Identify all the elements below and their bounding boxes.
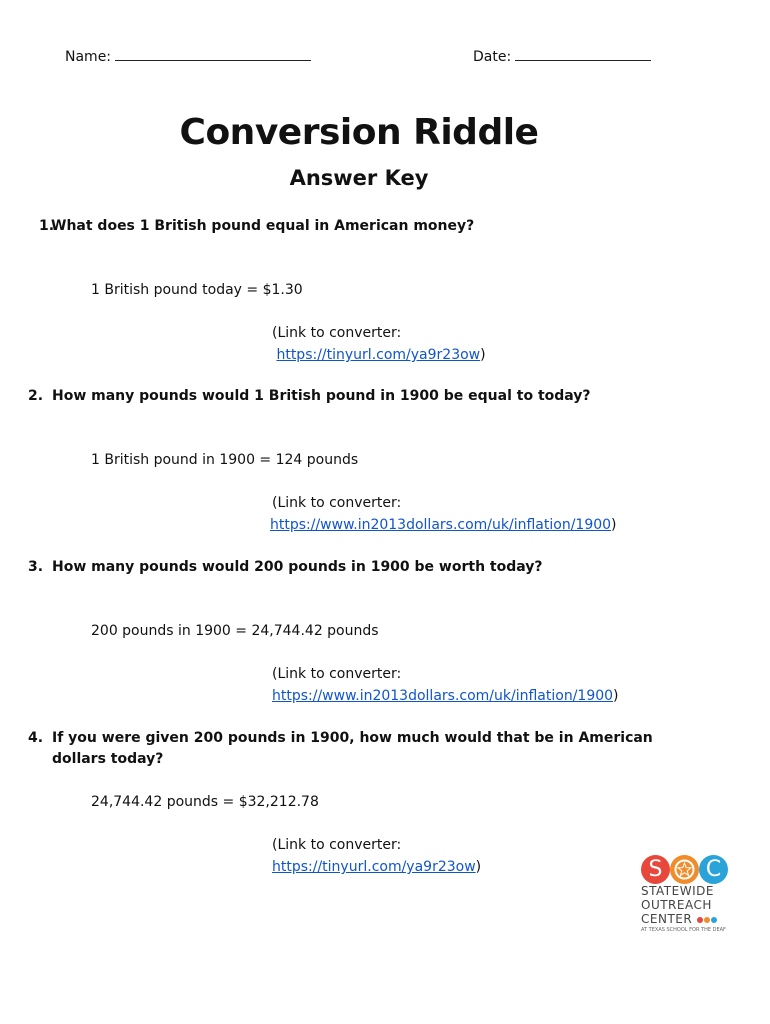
link-block-1 [272, 322, 486, 366]
logo-dot-red [697, 917, 703, 923]
link-suffix: ) [611, 517, 617, 533]
link-block-4 [272, 834, 481, 878]
logo-letter-s: S [641, 855, 670, 884]
question-number: 2. [28, 388, 44, 404]
question-text: How many pounds would 1 British pound in 1900 be equal to today? [52, 388, 591, 404]
logo-line-3: CENTER [641, 912, 693, 926]
link-prefix: (Link to converter: [272, 325, 402, 341]
converter-link-3[interactable]: https://www.in2013dollars.com/uk/inflation/1900 [272, 688, 614, 704]
question-text: What does 1 British pound equal in American money? [51, 218, 475, 234]
name-field[interactable] [65, 46, 311, 65]
answer-2: 1 British pound in 1900 = 124 pounds [91, 452, 359, 468]
logo-line-3-row [641, 912, 741, 926]
question-number: 3. [28, 559, 44, 575]
logo-dot-blue [711, 917, 717, 923]
link-block-2 [270, 492, 617, 536]
name-blank-line[interactable] [115, 46, 311, 61]
link-prefix: (Link to converter: [272, 666, 402, 682]
logo-dots [697, 917, 717, 923]
question-text: If you were given 200 pounds in 1900, how much would that be in American dollars today? [52, 730, 653, 767]
converter-link-2[interactable]: https://www.in2013dollars.com/uk/inflation/1900 [270, 517, 612, 533]
converter-link-4[interactable]: https://tinyurl.com/ya9r23ow [272, 859, 476, 875]
link-prefix: (Link to converter: [272, 837, 402, 853]
answer-3: 200 pounds in 1900 = 24,744.42 pounds [91, 623, 379, 639]
logo-dot-orange [704, 917, 710, 923]
question-number: 1. [39, 218, 55, 234]
logo-line-1: STATEWIDE [641, 884, 714, 898]
name-label: Name: [65, 49, 112, 65]
date-field[interactable] [473, 46, 651, 65]
answer-1: 1 British pound today = $1.30 [91, 282, 303, 298]
date-blank-line[interactable] [515, 46, 651, 61]
logo-tagline: AT TEXAS SCHOOL FOR THE DEAF [641, 927, 726, 933]
question-number: 4. [28, 730, 44, 746]
star-icon [670, 855, 699, 884]
question-text: How many pounds would 200 pounds in 1900 be worth today? [52, 559, 543, 575]
answer-4: 24,744.42 pounds = $32,212.78 [91, 794, 319, 810]
converter-link-1[interactable]: https://tinyurl.com/ya9r23ow [276, 347, 481, 363]
page-subtitle: Answer Key [289, 166, 429, 190]
link-block-3 [272, 663, 619, 707]
logo-letter-o [670, 855, 699, 884]
soc-logo [641, 855, 741, 945]
logo-line-2: OUTREACH [641, 898, 712, 912]
date-label: Date: [473, 49, 512, 65]
link-suffix: ) [613, 688, 619, 704]
link-suffix: ) [480, 347, 486, 363]
logo-circles [641, 855, 741, 884]
logo-letter-c: C [699, 855, 728, 884]
link-suffix: ) [475, 859, 482, 875]
link-prefix: (Link to converter: [272, 495, 402, 511]
page-title: Conversion Riddle [179, 112, 539, 153]
